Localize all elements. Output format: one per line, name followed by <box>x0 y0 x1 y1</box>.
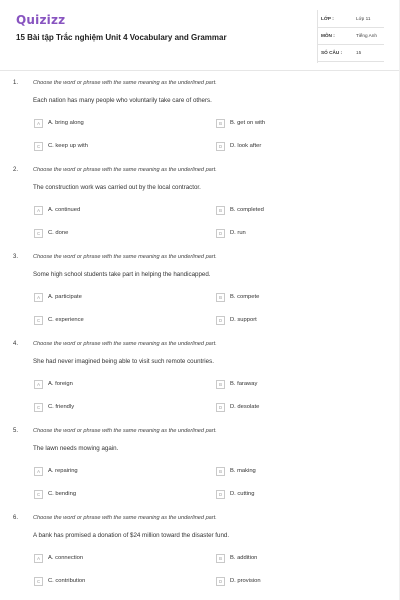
option-text: B. completed <box>230 207 264 213</box>
question-instruction: Choose the word or phrase with the same meaning as the underlined part. <box>33 341 217 347</box>
option-letter-box[interactable]: C <box>34 229 43 238</box>
option-text: D. provision <box>230 578 261 584</box>
option-letter-box[interactable]: B <box>216 380 225 389</box>
question-item <box>0 515 400 600</box>
option-text: A. continued <box>48 207 81 213</box>
meta-label: SỐ CÂU : <box>321 50 343 55</box>
option-letter-box[interactable]: D <box>216 229 225 238</box>
option-text: A. foreign <box>48 381 73 387</box>
answer-option[interactable] <box>34 489 76 499</box>
option-text: D. support <box>230 317 257 323</box>
answer-option[interactable] <box>34 402 74 412</box>
option-text: D. run <box>230 230 246 236</box>
meta-row-subject <box>318 28 384 45</box>
question-instruction: Choose the word or phrase with the same meaning as the underlined part. <box>33 254 217 260</box>
option-letter-box[interactable]: C <box>34 142 43 151</box>
option-text: C. contribution <box>48 578 86 584</box>
option-letter-box[interactable]: B <box>216 206 225 215</box>
question-instruction: Choose the word or phrase with the same meaning as the underlined part. <box>33 80 217 86</box>
answer-option[interactable] <box>216 489 255 499</box>
option-letter-box[interactable]: D <box>216 316 225 325</box>
answer-option[interactable] <box>216 292 259 302</box>
option-text: B. making <box>230 468 256 474</box>
option-text: A. participate <box>48 294 82 300</box>
answer-option[interactable] <box>216 553 257 563</box>
option-text: C. done <box>48 230 69 236</box>
question-item <box>0 254 400 340</box>
answer-option[interactable] <box>216 228 246 238</box>
answer-option[interactable] <box>34 205 80 215</box>
logo-text: Quizizz <box>16 13 66 27</box>
option-text: A. connection <box>48 555 84 561</box>
question-text: The lawn needs mowing again. <box>33 445 119 452</box>
option-letter-box[interactable]: D <box>216 490 225 499</box>
question-instruction: Choose the word or phrase with the same meaning as the underlined part. <box>33 515 217 521</box>
option-letter-box[interactable]: D <box>216 577 225 586</box>
question-item <box>0 167 400 253</box>
question-text: She had never imagined being able to visit such remote countries. <box>33 358 214 365</box>
option-text: D. desolate <box>230 404 260 410</box>
option-letter-box[interactable]: C <box>34 403 43 412</box>
meta-value: Tiếng Anh <box>356 33 377 38</box>
question-text: The construction work was carried out by the local contractor. <box>33 184 201 191</box>
answer-option[interactable] <box>34 553 83 563</box>
question-text: A bank has promised a donation of $24 million toward the disaster fund. <box>33 532 230 539</box>
option-letter-box[interactable]: B <box>216 467 225 476</box>
answer-option[interactable] <box>34 379 73 389</box>
question-text: Each nation has many people who voluntarily take care of others. <box>33 97 212 104</box>
answer-option[interactable] <box>34 576 85 586</box>
question-number: 1. <box>13 80 19 86</box>
answer-option[interactable] <box>216 141 261 151</box>
option-text: B. addition <box>230 555 258 561</box>
answer-option[interactable] <box>216 315 257 325</box>
header-divider <box>0 70 400 71</box>
question-number: 6. <box>13 515 19 521</box>
option-letter-box[interactable]: A <box>34 119 43 128</box>
option-letter-box[interactable]: C <box>34 490 43 499</box>
option-text: D. cutting <box>230 491 255 497</box>
option-text: B. get on with <box>230 120 266 126</box>
answer-option[interactable] <box>216 402 259 412</box>
meta-label: LỚP : <box>321 16 334 21</box>
option-text: C. friendly <box>48 404 75 410</box>
meta-label: MÔN : <box>321 33 335 38</box>
option-letter-box[interactable]: C <box>34 316 43 325</box>
option-letter-box[interactable]: B <box>216 293 225 302</box>
question-number: 3. <box>13 254 19 260</box>
option-letter-box[interactable]: B <box>216 554 225 563</box>
option-letter-box[interactable]: A <box>34 293 43 302</box>
answer-option[interactable] <box>34 118 84 128</box>
answer-option[interactable] <box>216 205 264 215</box>
answer-option[interactable] <box>34 228 68 238</box>
option-text: C. bending <box>48 491 77 497</box>
option-text: A. repairing <box>48 468 78 474</box>
option-letter-box[interactable]: B <box>216 119 225 128</box>
option-letter-box[interactable]: D <box>216 403 225 412</box>
option-text: D. look after <box>230 143 262 149</box>
answer-option[interactable] <box>34 466 78 476</box>
worksheet-title: 15 Bài tập Trắc nghiệm Unit 4 Vocabulary and Grammar <box>16 33 227 42</box>
meta-value: Lớp 11 <box>356 16 371 21</box>
option-text: B. compete <box>230 294 260 300</box>
answer-option[interactable] <box>216 379 257 389</box>
answer-option[interactable] <box>34 315 84 325</box>
question-number: 5. <box>13 428 19 434</box>
meta-row-count <box>318 45 384 62</box>
question-number: 2. <box>13 167 19 173</box>
option-letter-box[interactable]: A <box>34 380 43 389</box>
answer-option[interactable] <box>216 466 256 476</box>
question-text: Some high school students take part in helping the handicapped. <box>33 271 211 278</box>
option-letter-box[interactable]: C <box>34 577 43 586</box>
option-text: B. faraway <box>230 381 258 387</box>
question-number: 4. <box>13 341 19 347</box>
option-letter-box[interactable]: A <box>34 467 43 476</box>
option-text: C. keep up with <box>48 143 88 149</box>
meta-value: 15 <box>356 50 362 55</box>
answer-option[interactable] <box>34 141 88 151</box>
option-letter-box[interactable]: A <box>34 206 43 215</box>
question-item <box>0 80 400 166</box>
answer-option[interactable] <box>216 118 265 128</box>
question-item <box>0 341 400 427</box>
option-letter-box[interactable]: D <box>216 142 225 151</box>
question-item <box>0 428 400 514</box>
answer-option[interactable] <box>34 292 82 302</box>
option-letter-box[interactable]: A <box>34 554 43 563</box>
question-instruction: Choose the word or phrase with the same meaning as the underlined part. <box>33 428 217 434</box>
quizizz-logo <box>16 13 65 27</box>
question-instruction: Choose the word or phrase with the same meaning as the underlined part. <box>33 167 217 173</box>
option-text: A. bring along <box>48 120 84 126</box>
meta-row-class <box>318 11 384 28</box>
option-text: C. experience <box>48 317 84 323</box>
answer-option[interactable] <box>216 576 261 586</box>
